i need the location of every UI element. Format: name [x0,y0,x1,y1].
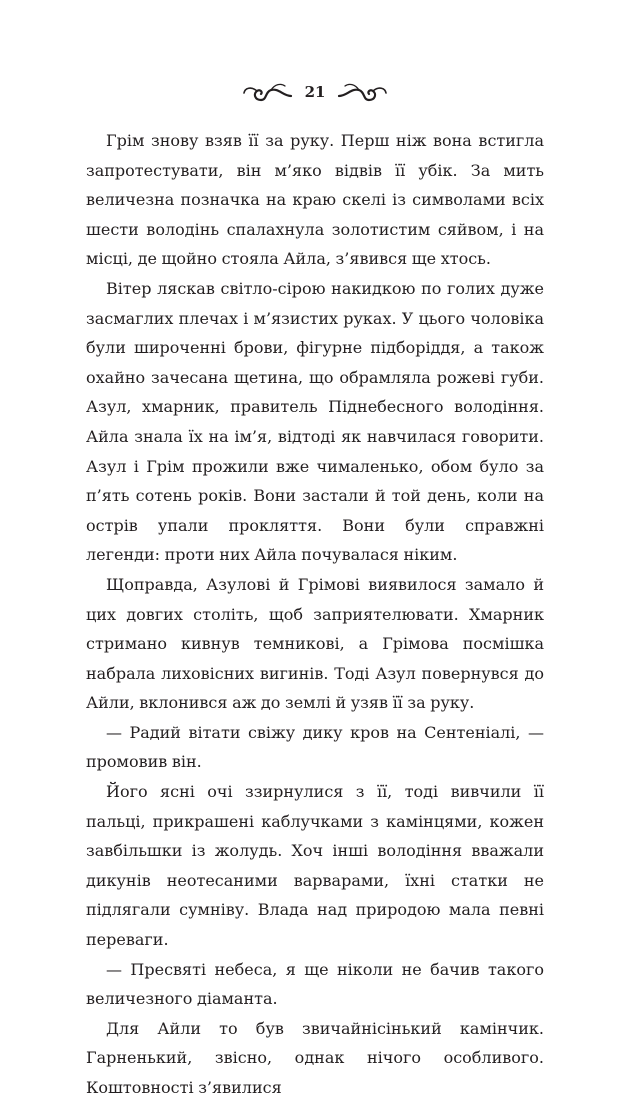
paragraph: Для Айли то був звичайнісінький камінчик. Гарненький, звісно, однак нічого особливого. Коштовності з’явилися [86,1018,544,1097]
left-flourish-icon [241,78,293,106]
body-text [86,126,544,1103]
paragraph: Вітер ляскав світло-сірою накидкою по голих дуже засмаглих плечах і м’язистих руках. У цього чоловіка були широченні брови, фігурне підборіддя, а також охайно зачесана щетина, що обрамляла рожеві губи. Азул, хмарник, правитель Піднебесного володіння. Айла знала їх на ім’я, відтоді як навчилася говорити. Азул і Грім прожили вже чималенько, обом було за п’ять сотень років. Вони застали й той день, коли на острів упали прокляття. Вони були справжні легенди: проти них Айла почувалася ніким. [86,278,544,565]
dialogue-paragraph: — Пресвяті небеса, я ще ніколи не бачив такого величезного діаманта. [86,959,544,1009]
dialogue-paragraph: — Радий вітати свіжу дику кров на Сентеніалі, — промовив він. [86,722,544,772]
page-header [0,72,630,112]
paragraph: Щоправда, Азулові й Грімові виявилося замало й цих довгих століть, щоб заприятелювати. Хмарник стримано кивнув темникові, а Грімова посмішка набрала лиховісних вигинів. Тоді Азул повернувся до Айли, вклонився аж до землі й узяв її за руку. [86,574,544,713]
page-number: 21 [304,83,326,101]
paragraph: Грім знову взяв її за руку. Перш ніж вона встигла запротестувати, він м’яко відвів її убік. За мить величезна позначка на краю скелі із символами всіх шести володінь спалахнула золотистим сяйвом, і на місці, де щойно стояла Айла, з’явився ще хтось. [86,131,544,269]
right-flourish-icon [337,78,389,106]
paragraph: Його ясні очі ззирнулися з її, тоді вивчили її пальці, прикрашені каблучками з камінцями, кожен завбільшки із жолудь. Хоч інші володіння вважали дикунів неотесаними варварами, їхні статки не підлягали сумніву. Влада над природою мала певні переваги. [86,782,544,950]
